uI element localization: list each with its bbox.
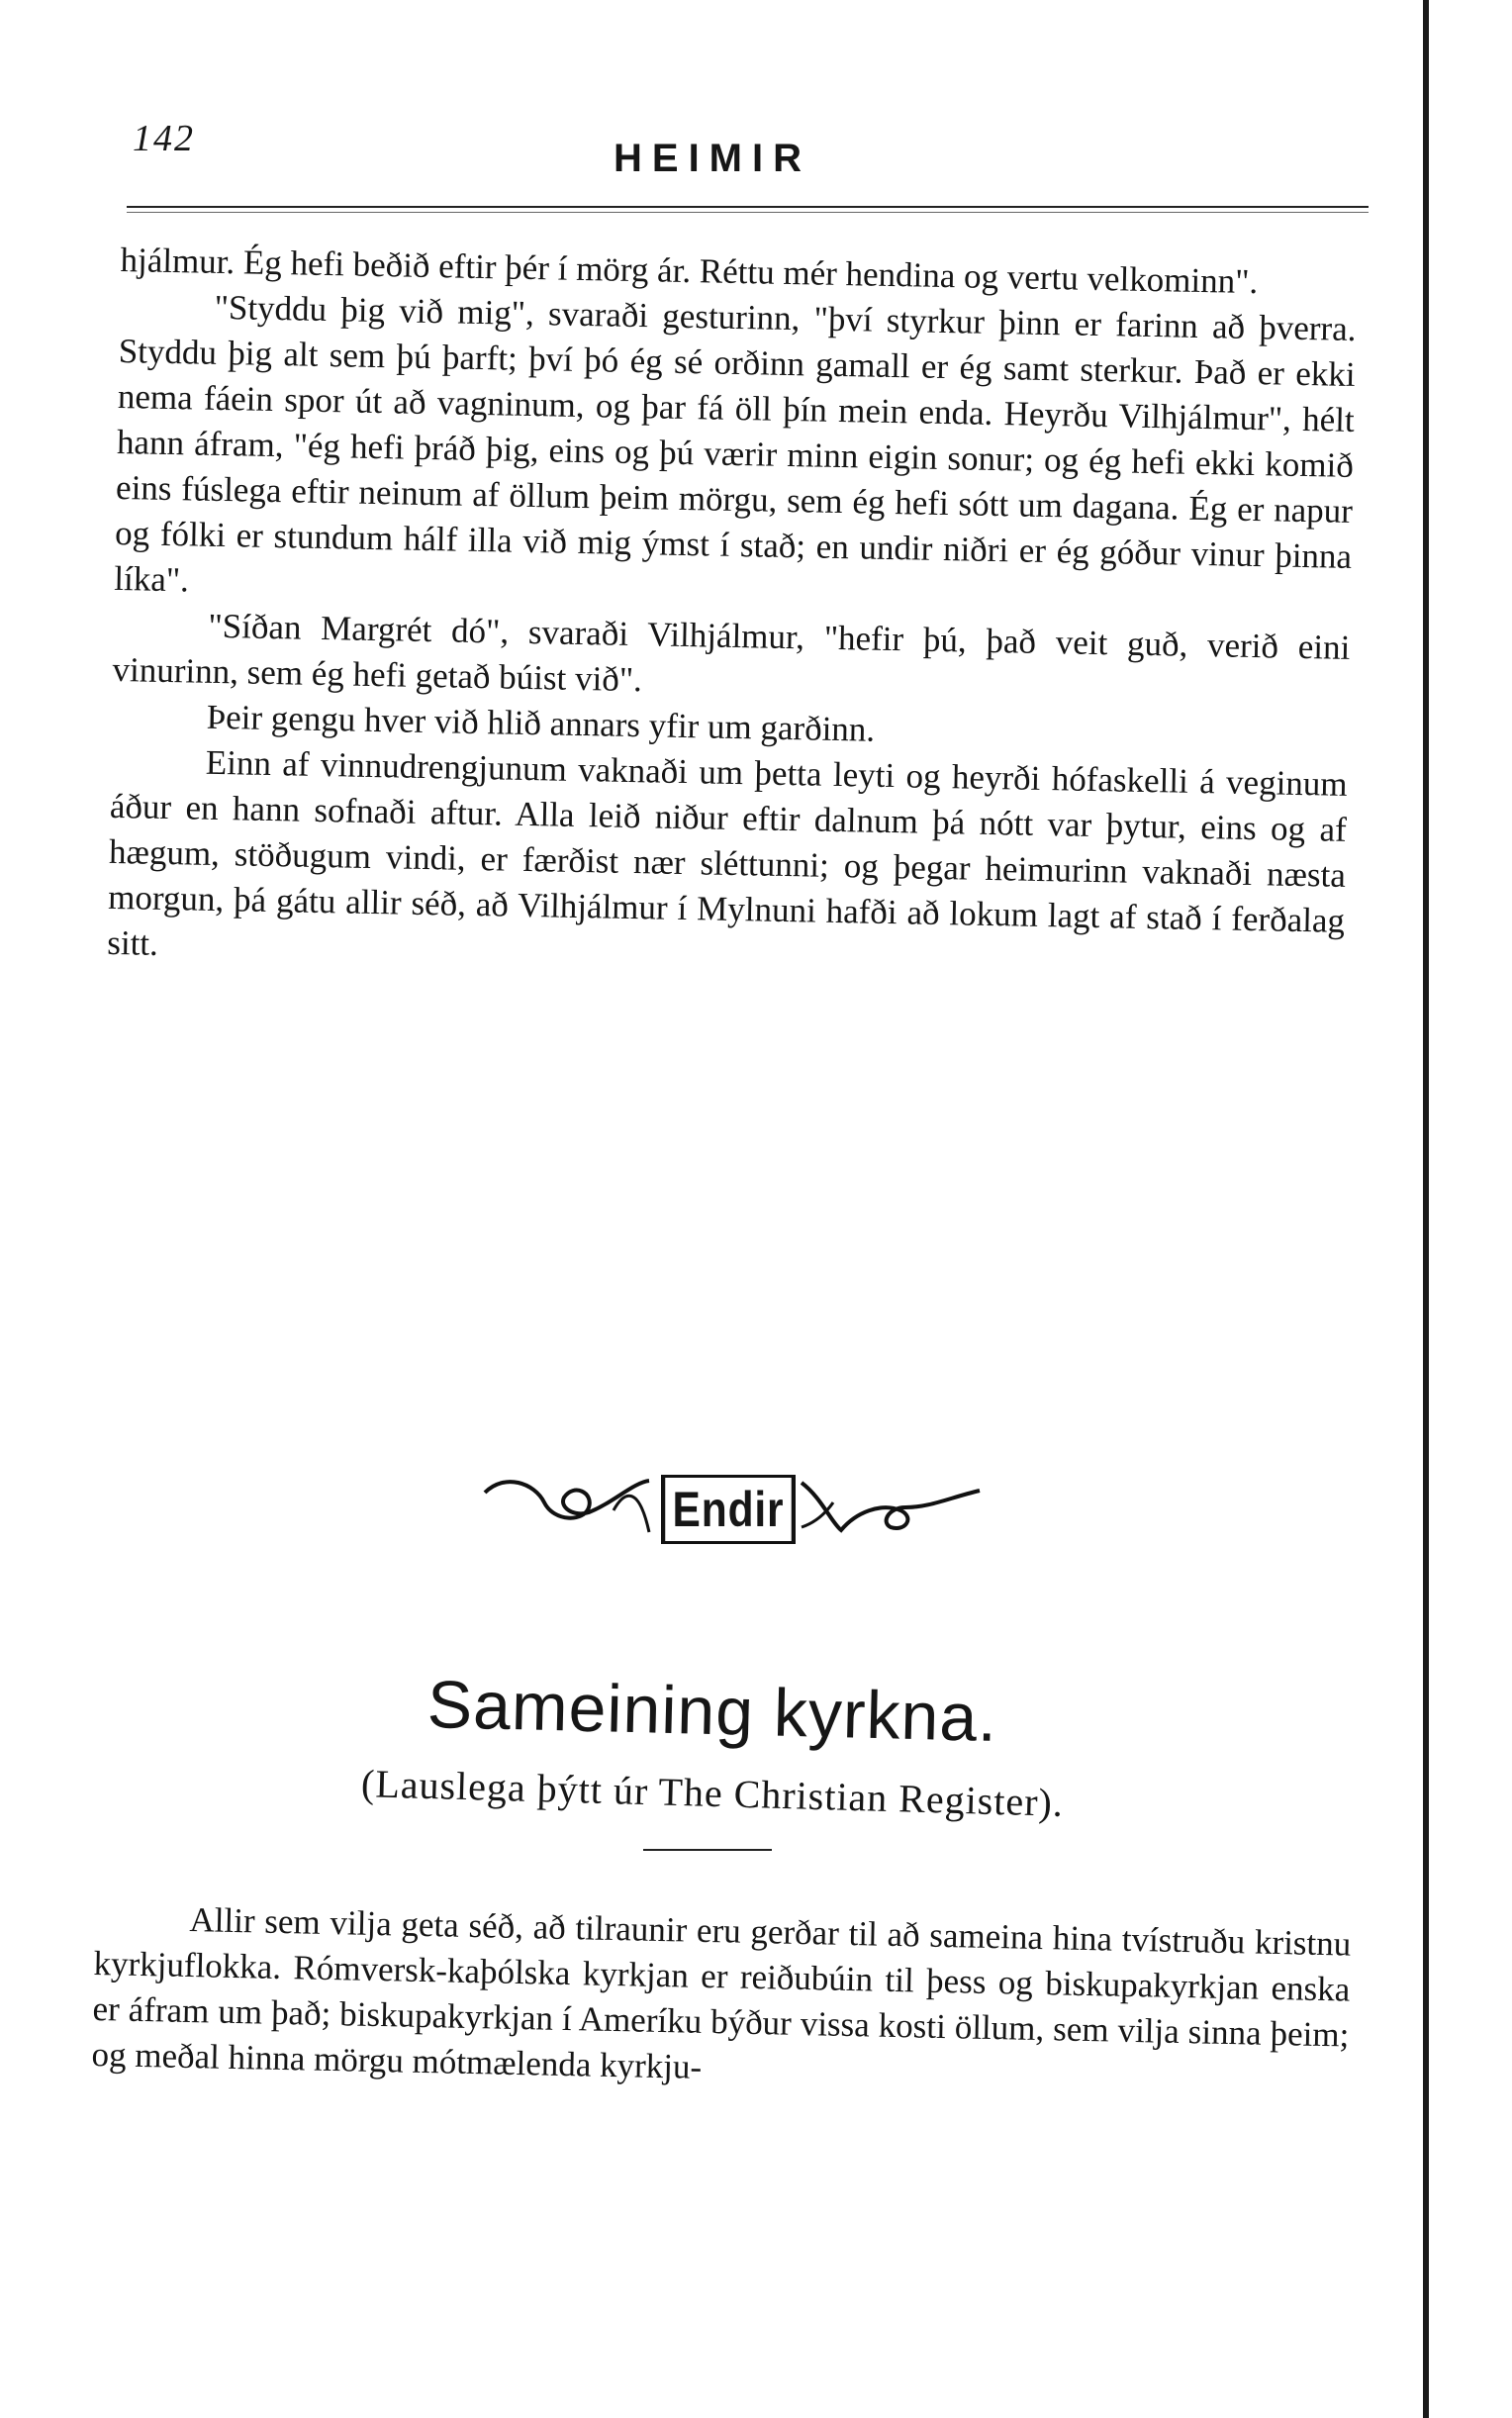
header-rule-thin (127, 212, 1369, 213)
story-paragraph: Þeir gengu hver við hlið annars yfir um garðinn. (206, 697, 876, 749)
article-paragraph: Allir sem vilja geta séð, að tilraunir eru gerðar til að sameina hina tvístruðu kristnu kyrkjuflokka. Rómversk-kaþólska kyrkjan er reiðubúin til þess og biskupakyrkjan enska er áfram um það; biskupakyrkjan í Ameríku býður vissa kosti öllum, sem vilja sinna þeim; og meðal hinna mörgu mótmælenda kyrkju- (91, 1900, 1352, 2086)
end-ornament (465, 1453, 999, 1562)
running-head: HEIMIR (614, 137, 811, 180)
story-paragraph: "Styddu þig við mig", svaraði gesturinn, "því styrkur þinn er farinn að þverra. Styddu þig alt sem þú þarft; því þó ég sé orðinn gamall er ég samt sterkur. Það er ekki nema fáein spor út að vagninum, og þar fá öll þín mein enda. Heyrðu Vilhjálmur", hélt hann áfram, "ég hefi þráð þig, eins og þú værir minn eigin sonur; og ég hefi ekki komið eins fúslega eftir neinum af öllum þeim mörgu, sem ég hefi sótt um dagana. Ég er napur og fólki er stundum hálf illa við mig ýmst í stað; en undir niðri er ég góður vinur þinna líka". (114, 287, 1357, 600)
article-title: Sameining kyrkna. (425, 1666, 999, 1757)
end-label: Endir (661, 1475, 796, 1544)
page-number: 142 (133, 118, 195, 159)
story-text (107, 238, 1358, 990)
page-edge-rule (1423, 0, 1429, 2418)
story-paragraph: hjálmur. Ég hefi beðið eftir þér í mörg ár. Réttu mér hendina og vertu velkominn". (120, 240, 1259, 302)
title-rule (643, 1849, 772, 1851)
header-rule (127, 206, 1369, 208)
story-paragraph: Einn af vinnudrengjunum vaknaði um þetta leyti og heyrði hófaskelli á veginum áður en hann sofnaði aftur. Alla leið niður eftir dalnum þá nótt var þytur, eins og af hægum, stöðugum vindi, er færðist nær sléttunni; og þegar heimurinn vaknaði næsta morgun, þá gátu allir séð, að Vilhjálmur í Mylnuni hafði að lokum lagt af stað í ferðalag sitt. (106, 742, 1348, 963)
article-text (91, 1895, 1352, 2104)
story-paragraph: "Síðan Margrét dó", svaraði Vilhjálmur, "hefir þú, það veit guð, verið eini vinurinn, sem ég hefi getað búist við". (112, 606, 1351, 700)
article-subtitle: (Lauslega þýtt úr The Christian Register). (360, 1761, 1065, 1825)
